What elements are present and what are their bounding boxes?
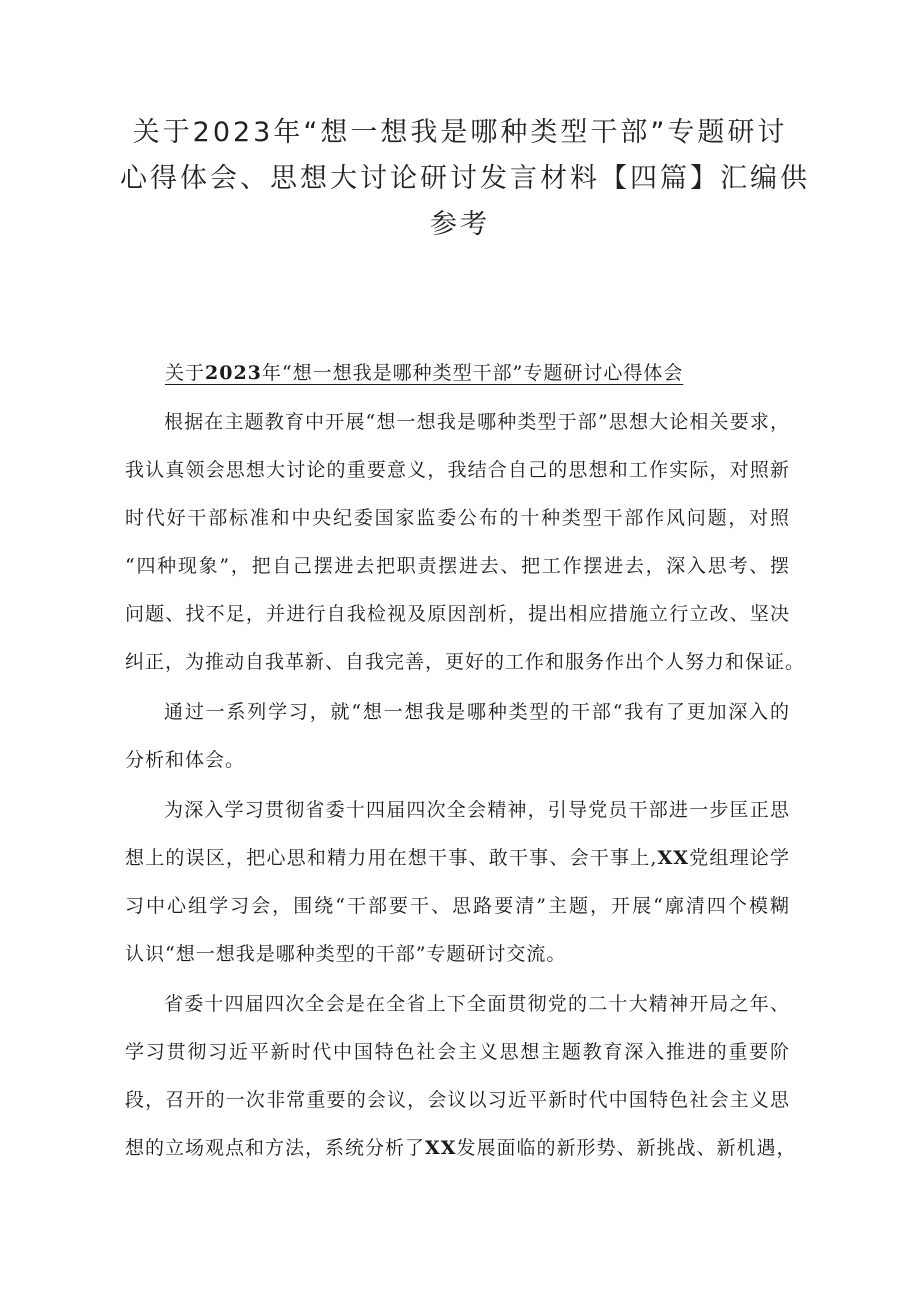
paragraph4-line4-after: 发展面临的新形势、新挑战、新机遇， xyxy=(456,1137,797,1159)
paragraph4-line4-bold: XX xyxy=(425,1137,457,1159)
paragraph4-line: 学习贯彻习近平新时代中国特色社会主义思想主题教育深入推进的重要阶 xyxy=(125,1041,790,1063)
paragraph3-line2-before: 想上的误区，把心思和精力用在想干事、敢干事、会干事上, xyxy=(125,847,658,869)
paragraph4-line: 段，召开的一次非常重要的会议，会议以习近平新时代中国特色社会主义思 xyxy=(125,1089,790,1111)
paragraph1-line: 问题、找不足，并进行自我检视及原因剖析，提出相应措施立行立改、坚决 xyxy=(125,603,790,625)
subtitle-year: 2023 xyxy=(205,362,262,384)
paragraph3-line xyxy=(125,843,790,873)
title-line-1: 关于2023年“想一想我是哪种类型干部”专题研讨 xyxy=(132,117,788,148)
title-line-3: 参考 xyxy=(430,209,490,240)
paragraph4-line xyxy=(125,1133,797,1163)
title-line-2: 心得体会、思想大讨论研讨发言材料【四篇】汇编供 xyxy=(120,163,810,194)
paragraph3-line: 为深入学习贯彻省委十四届四次全会精神，引导党员干部进一步匡正思 xyxy=(164,799,790,821)
paragraph4-line4-before: 想的立场观点和方法，系统分析了 xyxy=(125,1137,426,1159)
paragraph3-line2-after: 党组理论学 xyxy=(688,847,790,869)
paragraph1-line: “四种现象”，把自己摆进去把职责摆进去、把工作摆进去，深入思考、摆 xyxy=(125,555,790,577)
paragraph2-line: 通过一系列学习，就“想一想我是哪种类型的干部“我有了更加深入的 xyxy=(164,701,790,723)
document-title xyxy=(120,110,810,248)
subtitle-after: 年“想一想我是哪种类型干部”专题研讨心得体会 xyxy=(261,362,684,384)
paragraph1-line: 我认真领会思想大讨论的重要意义，我结合自己的思想和工作实际，对照新 xyxy=(125,459,790,481)
section-subtitle xyxy=(165,358,683,388)
paragraph1-line: 根据在主题教育中开展“想一想我是哪种类型于部”思想大论相关要求， xyxy=(164,411,790,433)
paragraph3-line: 认识“想一想我是哪种类型的干部”专题研讨交流。 xyxy=(125,943,567,965)
paragraph3-line2-bold: XX xyxy=(657,847,689,869)
paragraph2-line: 分析和体会。 xyxy=(125,749,246,771)
paragraph3-line: 习中心组学习会，围绕“干部要干、思路要清”主题，开展“廓清四个模糊 xyxy=(125,895,790,917)
paragraph1-line: 纠正，为推动自我革新、自我完善，更好的工作和服务作出个人努力和保证。 xyxy=(125,651,806,673)
subtitle-before: 关于 xyxy=(165,362,206,384)
paragraph1-line: 时代好干部标准和中央纪委国家监委公布的十种类型干部作风问题，对照 xyxy=(125,507,790,529)
paragraph4-line: 省委十四届四次全会是在全省上下全面贯彻党的二十大精神开局之年、 xyxy=(164,993,790,1015)
